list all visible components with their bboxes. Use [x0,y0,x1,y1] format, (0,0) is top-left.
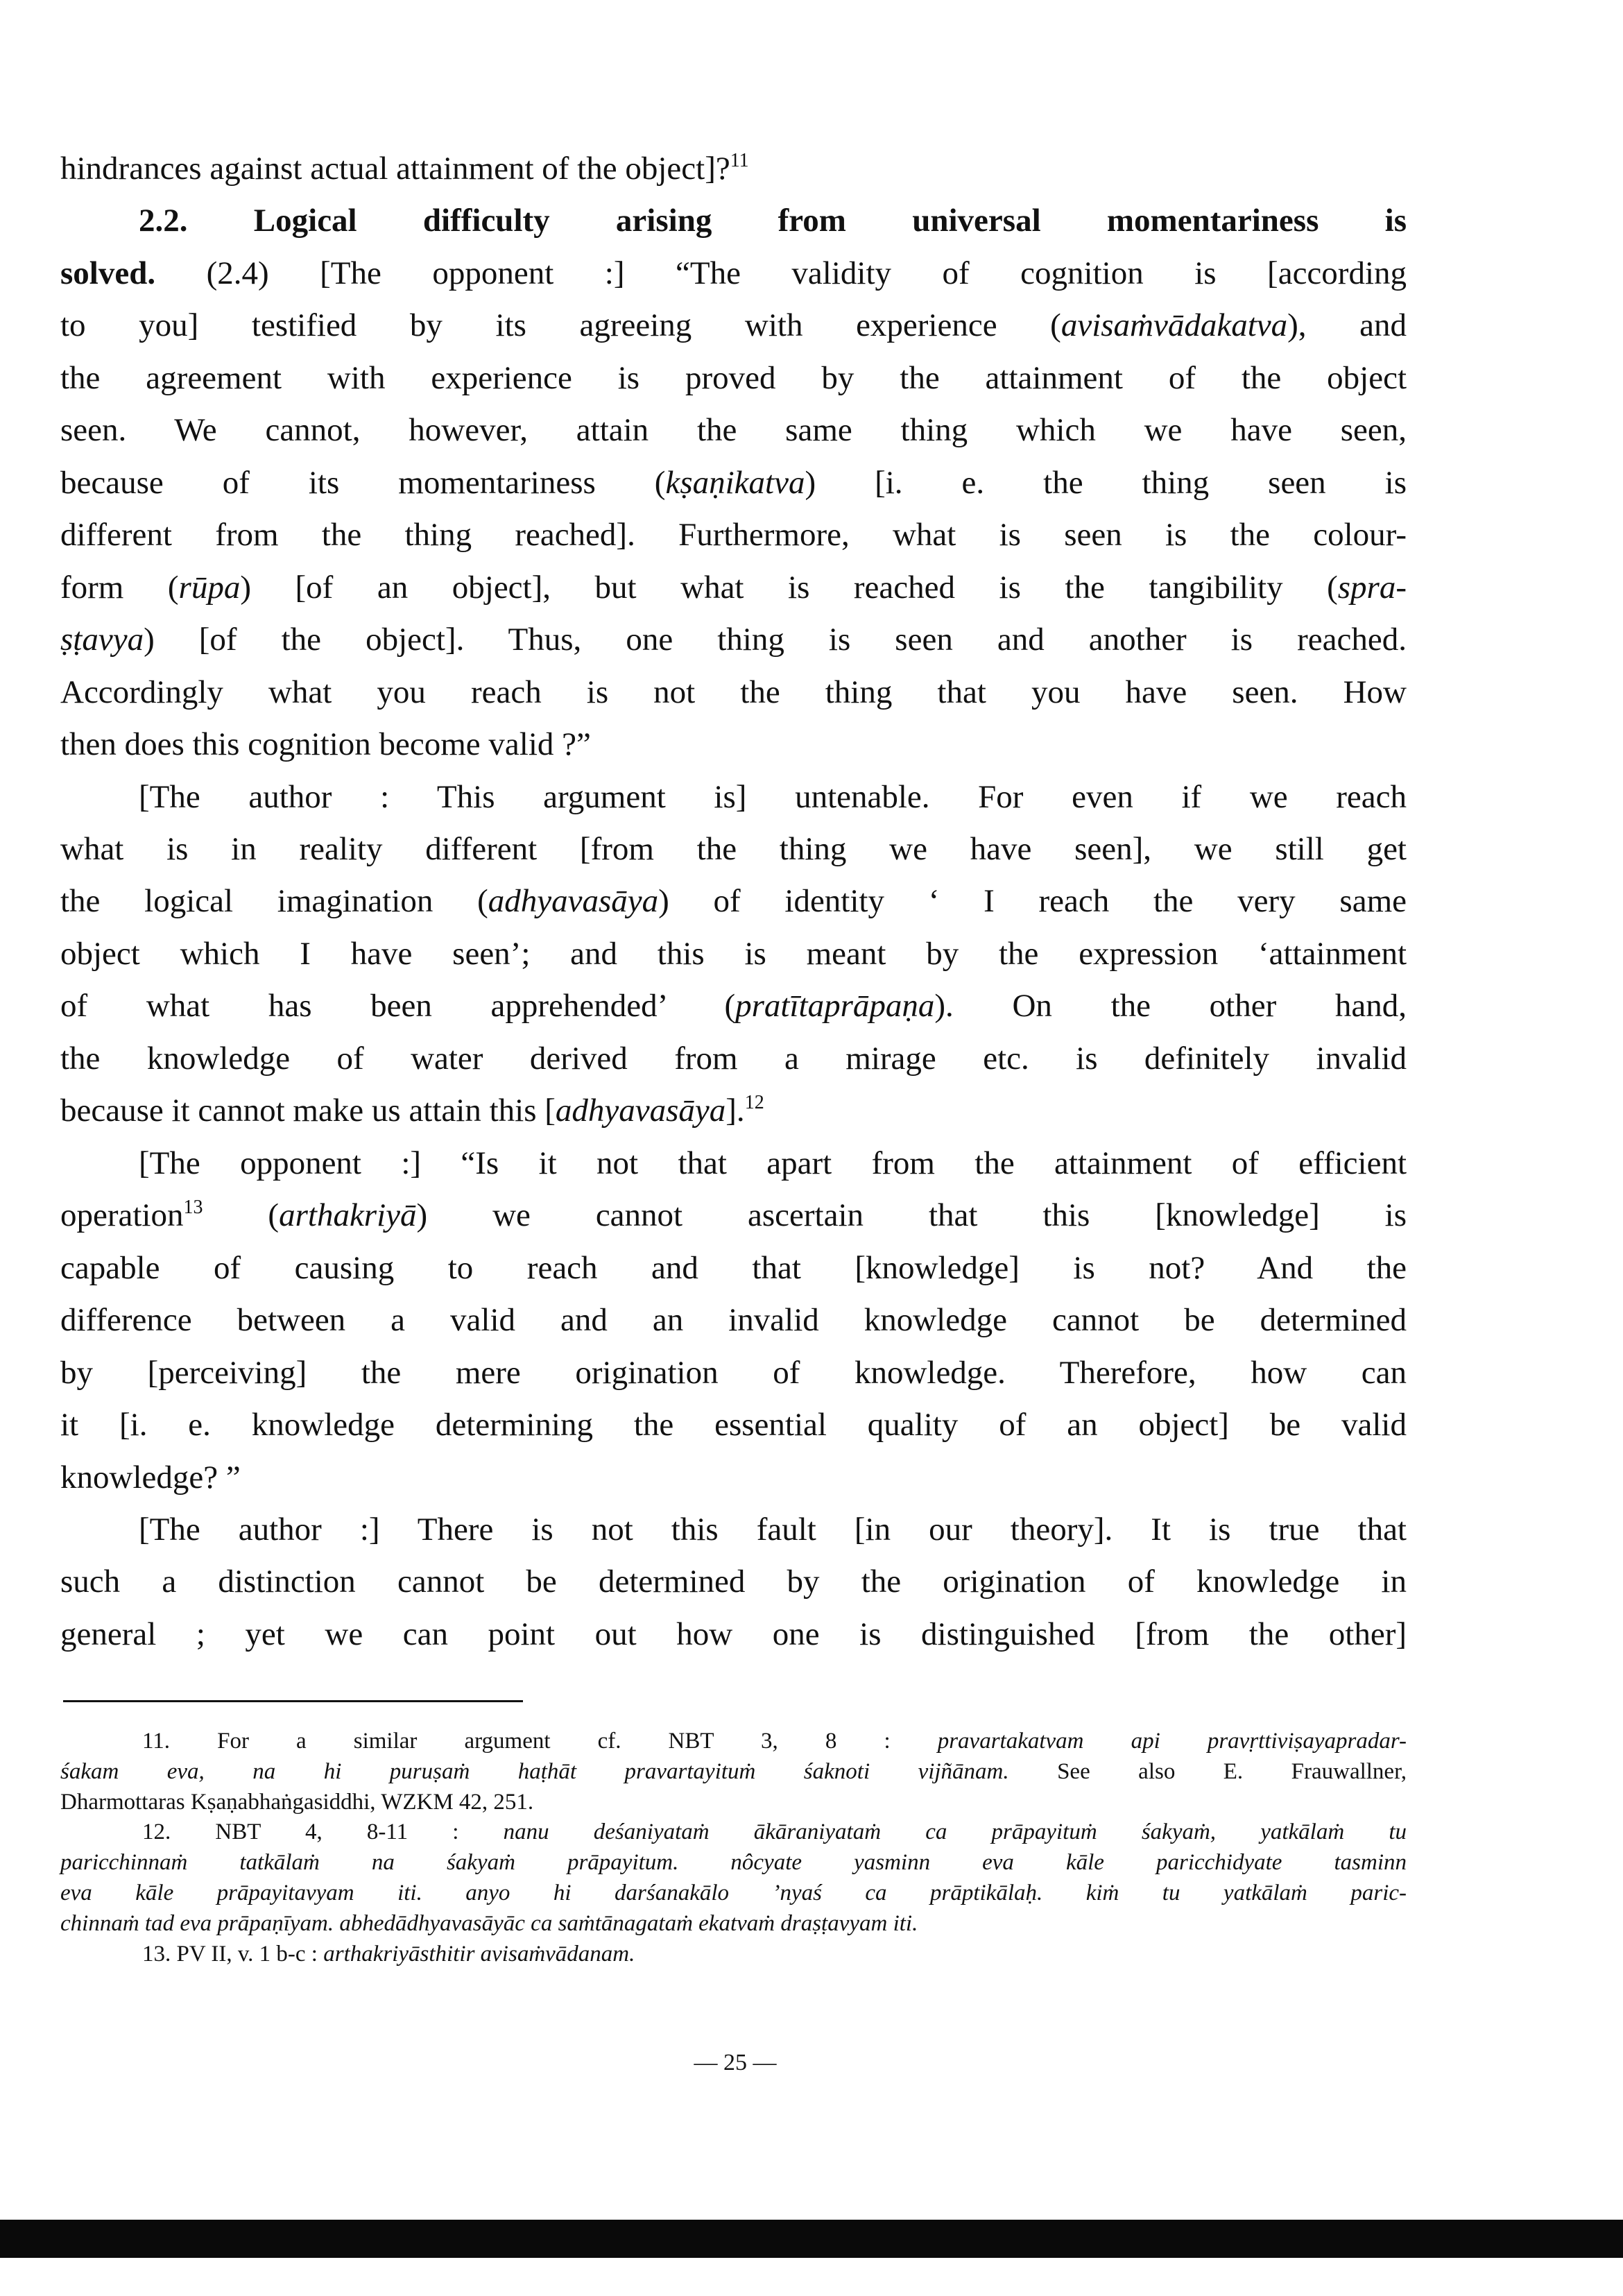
body-line: capable of causing to reach and that [knowledge] is not? And the [60,1249,1407,1286]
body-line: of what has been apprehended’ (pratītaprāpaṇa). On the other hand, [60,988,1407,1025]
footnote-line: chinnaṁ tad eva prāpaṇīyam. abhedādhyavasāyāc ca saṁtānagataṁ ekatvaṁ draṣṭavyam iti. [60,1910,918,1936]
footnote-separator [63,1700,523,1702]
body-line: form (rūpa) [of an object], but what is reached is the tangibility (spra- [60,569,1407,606]
body-line: operation$^{13}$ (arthakriyā) we cannot ascertain that this [knowledge] is [60,1197,1407,1234]
body-line: [The author : This argument is] untenable. For even if we reach [139,778,1407,815]
footnote-line: eva kāle prāpayitavyam iti. anyo hi darśanakālo ’nyaś ca prāptikālaḥ. kiṁ tu yatkālaṁ paric- [60,1881,1407,1905]
body-line: because it cannot make us attain this [adhyavasāya].$^{12}$ [60,1092,764,1129]
body-line: it [i. e. knowledge determining the essential quality of an object] be valid [60,1407,1407,1443]
body-line: different from the thing reached]. Furthermore, what is seen is the colour- [60,517,1407,554]
body-line: [The author :] There is not this fault [in our theory]. It is true that [139,1511,1407,1548]
body-line: [The opponent :] “Is it not that apart from the attainment of efficient [139,1145,1407,1181]
body-line: because of its momentariness (kṣaṇikatva) [i. e. the thing seen is [60,464,1407,501]
page-number: — 25 — [694,2050,777,2075]
body-line: then does this cognition become valid ?” [60,726,591,763]
footnote-line: śakam eva, na hi puruṣaṁ haṭhāt pravartayituṁ śaknoti vijñānam. See also E. Frauwallner, [60,1758,1407,1784]
body-line: knowledge? ” [60,1459,241,1496]
body-line: the agreement with experience is proved by the attainment of the object [60,359,1407,396]
body-line: seen. We cannot, however, attain the same thing which we have seen, [60,412,1407,449]
body-line: object which I have seen’; and this is meant by the expression ‘attainment [60,935,1407,972]
footnote-line: 13. PV II, v. 1 b-c : arthakriyāsthitir avisaṁvādanam. [142,1941,635,1967]
footnote-line: 11. For a similar argument cf. NBT 3, 8 : pravartakatvam api pravṛttiviṣayapradar- [142,1729,1407,1754]
body-line: Accordingly what you reach is not the thing that you have seen. How [60,674,1407,710]
body-line: such a distinction cannot be determined by the origination of knowledge in [60,1563,1407,1600]
body-line: general ; yet we can point out how one is distinguished [from the other] [60,1616,1407,1652]
body-line: what is in reality different [from the thing we have seen], we still get [60,830,1407,867]
body-line: the logical imagination (adhyavasāya) of identity ‘ I reach the very same [60,883,1407,920]
footnote-line: paricchinnaṁ tatkālaṁ na śakyaṁ prāpayitum. nôcyate yasminn eva kāle paricchidyate tasminn [60,1850,1407,1876]
footnote-line: 12. NBT 4, 8-11 : nanu deśaniyataṁ ākāraniyataṁ ca prāpayituṁ śakyaṁ, yatkālaṁ tu [142,1819,1407,1845]
body-line: by [perceiving] the mere origination of knowledge. Therefore, how can [60,1354,1407,1391]
body-line: hindrances against actual attainment of the object]?$^{11}$ [60,150,749,187]
body-line: the knowledge of water derived from a mirage etc. is definitely invalid [60,1040,1407,1077]
body-line: solved. (2.4) [The opponent :] “The validity of cognition is [according [60,255,1407,291]
body-line: ṣṭavya) [of the object]. Thus, one thing is seen and another is reached. [60,622,1407,658]
body-line: 2.2. Logical difficulty arising from universal momentariness is [139,203,1407,239]
body-line: difference between a valid and an invalid knowledge cannot be determined [60,1302,1407,1339]
footnote-line: Dharmottaras Kṣaṇabhaṅgasiddhi, WZKM 42, 251. [60,1789,534,1815]
body-line: to you] testified by its agreeing with experience (avisaṁvādakatva), and [60,307,1407,344]
scan-edge-band [0,2220,1623,2258]
